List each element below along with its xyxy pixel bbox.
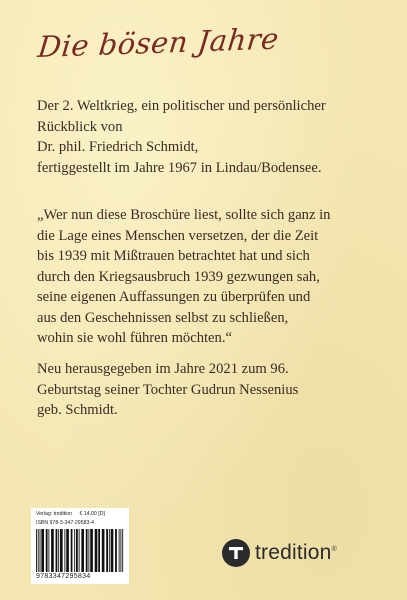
barcode-bar <box>98 529 100 572</box>
barcode-bar <box>38 529 39 572</box>
barcode-bar <box>95 529 98 572</box>
barcode-bars <box>36 529 124 572</box>
logo-name: tredition <box>255 541 332 564</box>
isbn-text: ISBN 978-3-347-29583-4 <box>36 520 94 526</box>
barcode-bar <box>40 529 41 572</box>
barcode-bar <box>106 529 108 572</box>
publisher-line: Verlag: tredition <box>36 511 73 517</box>
barcode-bar <box>111 529 114 572</box>
barcode-meta <box>36 511 105 518</box>
note-line: geb. Schmidt. <box>37 402 118 418</box>
intro-line: fertiggestellt im Jahre 1967 in Lindau/Bodensee. <box>37 159 322 176</box>
tredition-t-icon <box>222 539 250 567</box>
barcode-label <box>31 508 129 584</box>
quote-line: bis 1939 mit Mißtrauen betrachtet hat und sich <box>37 248 310 264</box>
note-line: Geburtstag seiner Tochter Gudrun Nessenius <box>37 381 299 398</box>
barcode-bar <box>74 529 75 572</box>
barcode-bar <box>51 529 54 572</box>
barcode-bar <box>46 529 48 572</box>
barcode-bar <box>60 529 63 572</box>
barcode-number: 9783347295834 <box>36 573 91 580</box>
barcode-bar <box>79 529 80 572</box>
intro-line: Der 2. Weltkrieg, ein politischer und persönlicher <box>37 98 326 114</box>
barcode-bar <box>88 529 89 572</box>
quote-line: aus den Geschehnissen selbst zu schließen, <box>37 309 289 326</box>
barcode-bar <box>64 529 65 572</box>
barcode-bar <box>119 529 120 572</box>
barcode-bar <box>48 529 49 572</box>
book-title: Die bösen Jahre <box>36 21 281 65</box>
quote-line: seine eigenen Auffassungen zu überprüfen und <box>37 289 311 305</box>
logo-wordmark <box>255 541 337 565</box>
barcode-bar <box>90 529 93 572</box>
publisher-logo <box>222 539 337 567</box>
barcode-bar <box>120 529 121 572</box>
price: € 14,00 [D] <box>79 511 105 517</box>
quote-line: wohin sie wohl führen möchten.“ <box>37 330 232 346</box>
edition-note-paragraph <box>37 359 377 421</box>
intro-line: Rückblick von <box>37 118 123 135</box>
barcode-bar <box>76 529 78 572</box>
intro-paragraph <box>37 96 377 178</box>
intro-line: Dr. phil. Friedrich Schmidt, <box>37 139 199 155</box>
barcode-bar <box>41 529 44 572</box>
quote-line: durch den Kriegsausbruch 1939 gezwungen sah, <box>37 268 320 285</box>
barcode-bar <box>56 529 58 572</box>
quote-line: „Wer nun diese Broschüre liest, sollte sich ganz in <box>37 207 331 223</box>
barcode-bar <box>115 529 117 572</box>
barcode-bar <box>36 529 37 572</box>
barcode-bar <box>122 529 123 572</box>
barcode-bar <box>81 529 84 572</box>
quote-line: die Lage eines Menschen versetzen, der die Zeit <box>37 227 319 244</box>
registered-mark: ® <box>331 546 337 553</box>
barcode-bar <box>66 529 69 572</box>
note-line: Neu herausgegeben im Jahre 2021 zum 96. <box>37 361 289 377</box>
barcode-bar <box>102 529 105 572</box>
barcode-bar <box>71 529 73 572</box>
quote-paragraph <box>37 205 377 349</box>
barcode-bar <box>58 529 59 572</box>
barcode-bar <box>109 529 110 572</box>
barcode-bar <box>86 529 88 572</box>
